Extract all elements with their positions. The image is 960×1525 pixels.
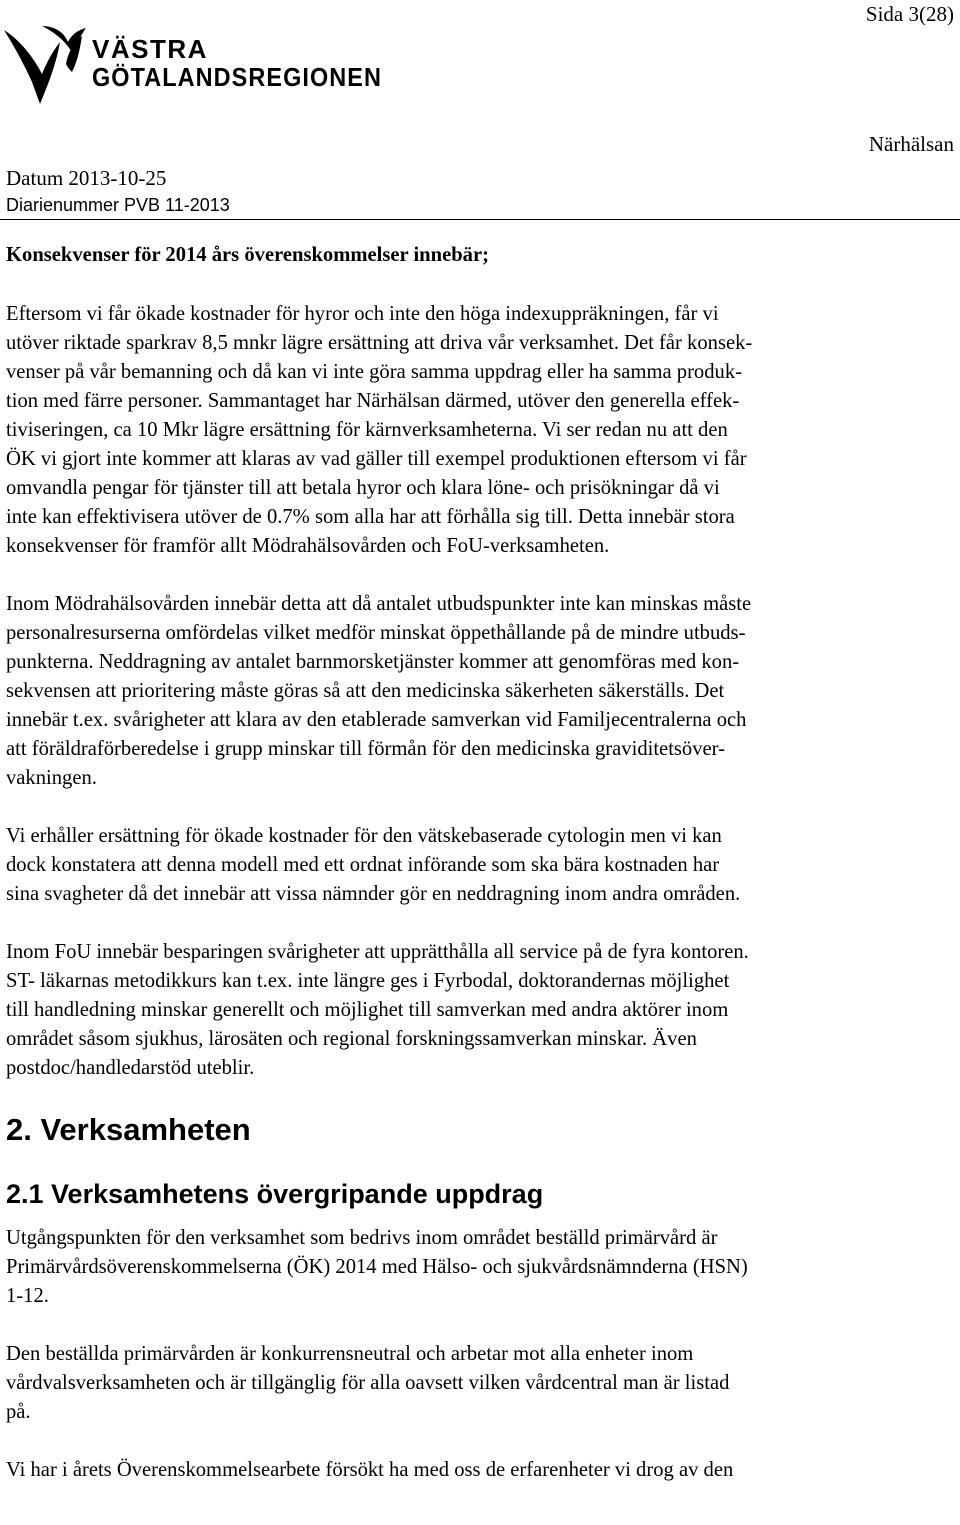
text-line: ST- läkarnas metodikkurs kan t.ex. inte längre ges i Fyrbodal, doktorandernas möjlighet (6, 970, 730, 992)
paragraph (6, 1340, 956, 1427)
text-line: Inom Mödrahälsovården innebär detta att då antalet utbudspunkter inte kan minskas måste (6, 593, 752, 615)
text-line: Utgångspunkten för den verksamhet som bedrivs inom området beställd primärvård är (6, 1227, 718, 1249)
logo-text-line1: VÄSTRA (92, 34, 208, 64)
logo-graphic (2, 24, 392, 106)
subsection-heading: 2.1 Verksamhetens övergripande uppdrag (6, 1179, 544, 1209)
text-line: vårdvalsverksamheten och är tillgänglig för alla oavsett vilken vårdcentral man är listad (6, 1372, 730, 1394)
logo-emblem-icon (4, 26, 86, 104)
text-line: konsekvenser för framför allt Mödrahälsovården och FoU-verksamheten. (6, 535, 610, 557)
department-name: Närhälsan (868, 132, 954, 156)
text-line: Vi erhåller ersättning för ökade kostnader för den vätskebaserade cytologin men vi kan (6, 825, 722, 847)
text-line: Primärvårdsöverenskommelserna (ÖK) 2014 med Hälso- och sjukvårdsnämnderna (HSN) (6, 1256, 748, 1278)
text-line: Vi har i årets Överenskommelsearbete försökt ha med oss de erfarenheter vi drog av den (6, 1459, 734, 1481)
document-body (6, 241, 956, 1514)
document-date: Datum 2013-10-25 (6, 166, 167, 190)
text-line: sina svagheter då det innebär att vissa nämnder gör en neddragning inom andra områden. (6, 883, 741, 905)
text-line: Den beställda primärvården är konkurrensneutral och arbetar mot alla enheter inom (6, 1343, 694, 1365)
text-line: området såsom sjukhus, lärosäten och regional forskningssamverkan minskar. Även (6, 1028, 697, 1050)
header-divider (0, 219, 960, 220)
paragraph (6, 938, 956, 1083)
text-line: tion med färre personer. Sammantaget har Närhälsan därmed, utöver den generella effek- (6, 390, 740, 412)
section-paragraphs (6, 1224, 956, 1485)
text-line: att föräldraförberedelse i grupp minskar till förmån för den medicinska graviditetsöver- (6, 738, 725, 760)
text-line: till handledning minskar generellt och möjlighet till samverkan med andra aktörer inom (6, 999, 729, 1021)
text-line: personalresurserna omfördelas vilket medför minskat öppethållande på de mindre utbuds- (6, 622, 746, 644)
text-line: Inom FoU innebär besparingen svårigheter att upprätthålla all service på de fyra kontoren. (6, 941, 749, 963)
text-line: tiviseringen, ca 10 Mkr lägre ersättning för kärnverksamheterna. Vi ser redan nu att den (6, 419, 728, 441)
text-line: inte kan effektivisera utöver de 0.7% som alla har att förhålla sig till. Detta innebär stora (6, 506, 735, 528)
paragraph (6, 590, 956, 793)
logo-text-line2: GÖTALANDSREGIONEN (92, 62, 382, 92)
page-number: Sida 3(28) (865, 2, 954, 26)
text-line: vakningen. (6, 767, 97, 789)
text-line: utöver riktade sparkrav 8,5 mnkr lägre ersättning att driva vår verksamhet. Det får konsek- (6, 332, 753, 354)
text-line: dock konstatera att denna modell med ett ordnat införande som ska bära kostnaden har (6, 854, 720, 876)
vastra-gotalandsregionen-logo (2, 24, 392, 106)
text-line: postdoc/handledarstöd uteblir. (6, 1057, 255, 1079)
text-line: ÖK vi gjort inte kommer att klaras av vad gäller till exempel produktionen eftersom vi får (6, 448, 747, 470)
paragraph (6, 822, 956, 909)
paragraph (6, 1224, 956, 1311)
text-line: Eftersom vi får ökade kostnader för hyror och inte den höga indexuppräkningen, får vi (6, 303, 719, 325)
text-line: omvandla pengar för tjänster till att betala hyror och klara löne- och prisökningar då vi (6, 477, 720, 499)
registration-number: Diarienummer PVB 11-2013 (6, 195, 230, 215)
text-line: på. (6, 1401, 31, 1423)
consequences-paragraphs (6, 300, 956, 1083)
text-line: sekvensen att prioritering måste göras så att den medicinska säkerheten säkerställs. Det (6, 680, 725, 702)
text-line: 1-12. (6, 1285, 49, 1307)
paragraph (6, 300, 956, 561)
text-line: innebär t.ex. svårigheter att klara av den etablerade samverkan vid Familjecentralerna och (6, 709, 747, 731)
consequences-title: Konsekvenser för 2014 års överenskommelser innebär; (6, 244, 489, 266)
section-heading: 2. Verksamheten (6, 1112, 251, 1147)
text-line: punkterna. Neddragning av antalet barnmorsketjänster kommer att genomföras med kon- (6, 651, 740, 673)
text-line: venser på vår bemanning och då kan vi inte göra samma uppdrag eller ha samma produk- (6, 361, 742, 383)
paragraph (6, 1456, 956, 1485)
